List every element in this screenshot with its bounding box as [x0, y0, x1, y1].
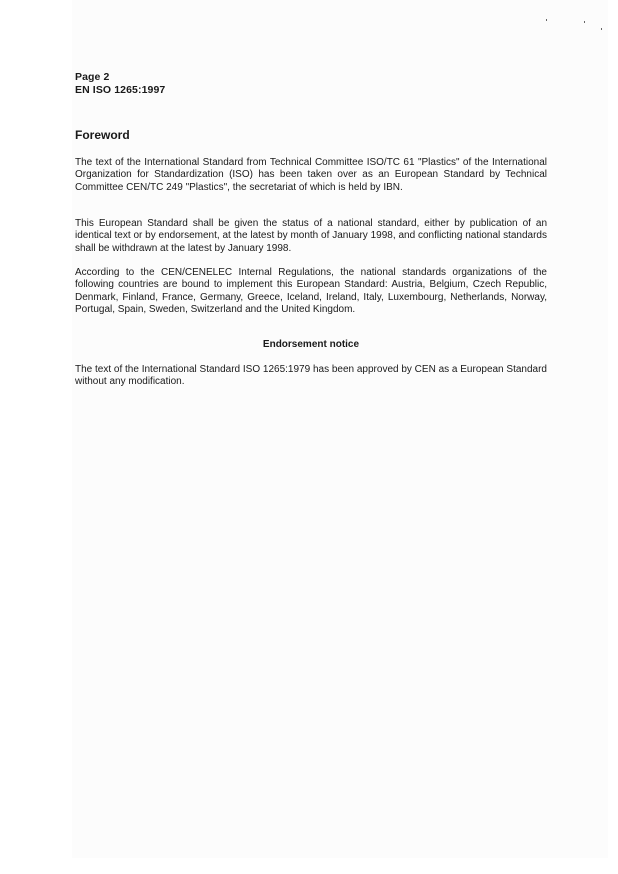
scan-artifact [601, 28, 602, 30]
document-id: EN ISO 1265:1997 [75, 84, 166, 96]
endorsement-heading: Endorsement notice [262, 339, 360, 350]
page-sheet [72, 0, 608, 858]
foreword-paragraph-2: This European Standard shall be given the status of a national standard, either by publication of an identical text or by endorsement, at the latest by month of January 1998, and conflicting national standards shall be withdrawn at the latest by January 1998. [75, 218, 547, 254]
scan-artifact [546, 19, 547, 21]
scan-artifact [584, 21, 585, 23]
foreword-paragraph-3: According to the CEN/CENELEC Internal Regulations, the national standards organizations of the following countries are bound to implement this European Standard: Austria, Belgium, Czech Republic, Denmark, Finland, France, Germany, Greece, Iceland, Ireland, Italy, Luxembourg, Netherlands, Norway, Portugal, Spain, Sweden, Switzerland and the United Kingdom. [75, 267, 547, 315]
foreword-heading: Foreword [75, 128, 130, 142]
endorsement-paragraph: The text of the International Standard ISO 1265:1979 has been approved by CEN as a European Standard without any modification. [75, 364, 547, 388]
page-number: Page 2 [75, 71, 110, 83]
foreword-paragraph-1: The text of the International Standard from Technical Committee ISO/TC 61 "Plastics" of the International Organization for Standardization (ISO) has been taken over as an European Standard by Technical Committee CEN/TC 249 "Plastics", the secretariat of which is held by IBN. [75, 157, 547, 193]
page-header [75, 71, 165, 97]
